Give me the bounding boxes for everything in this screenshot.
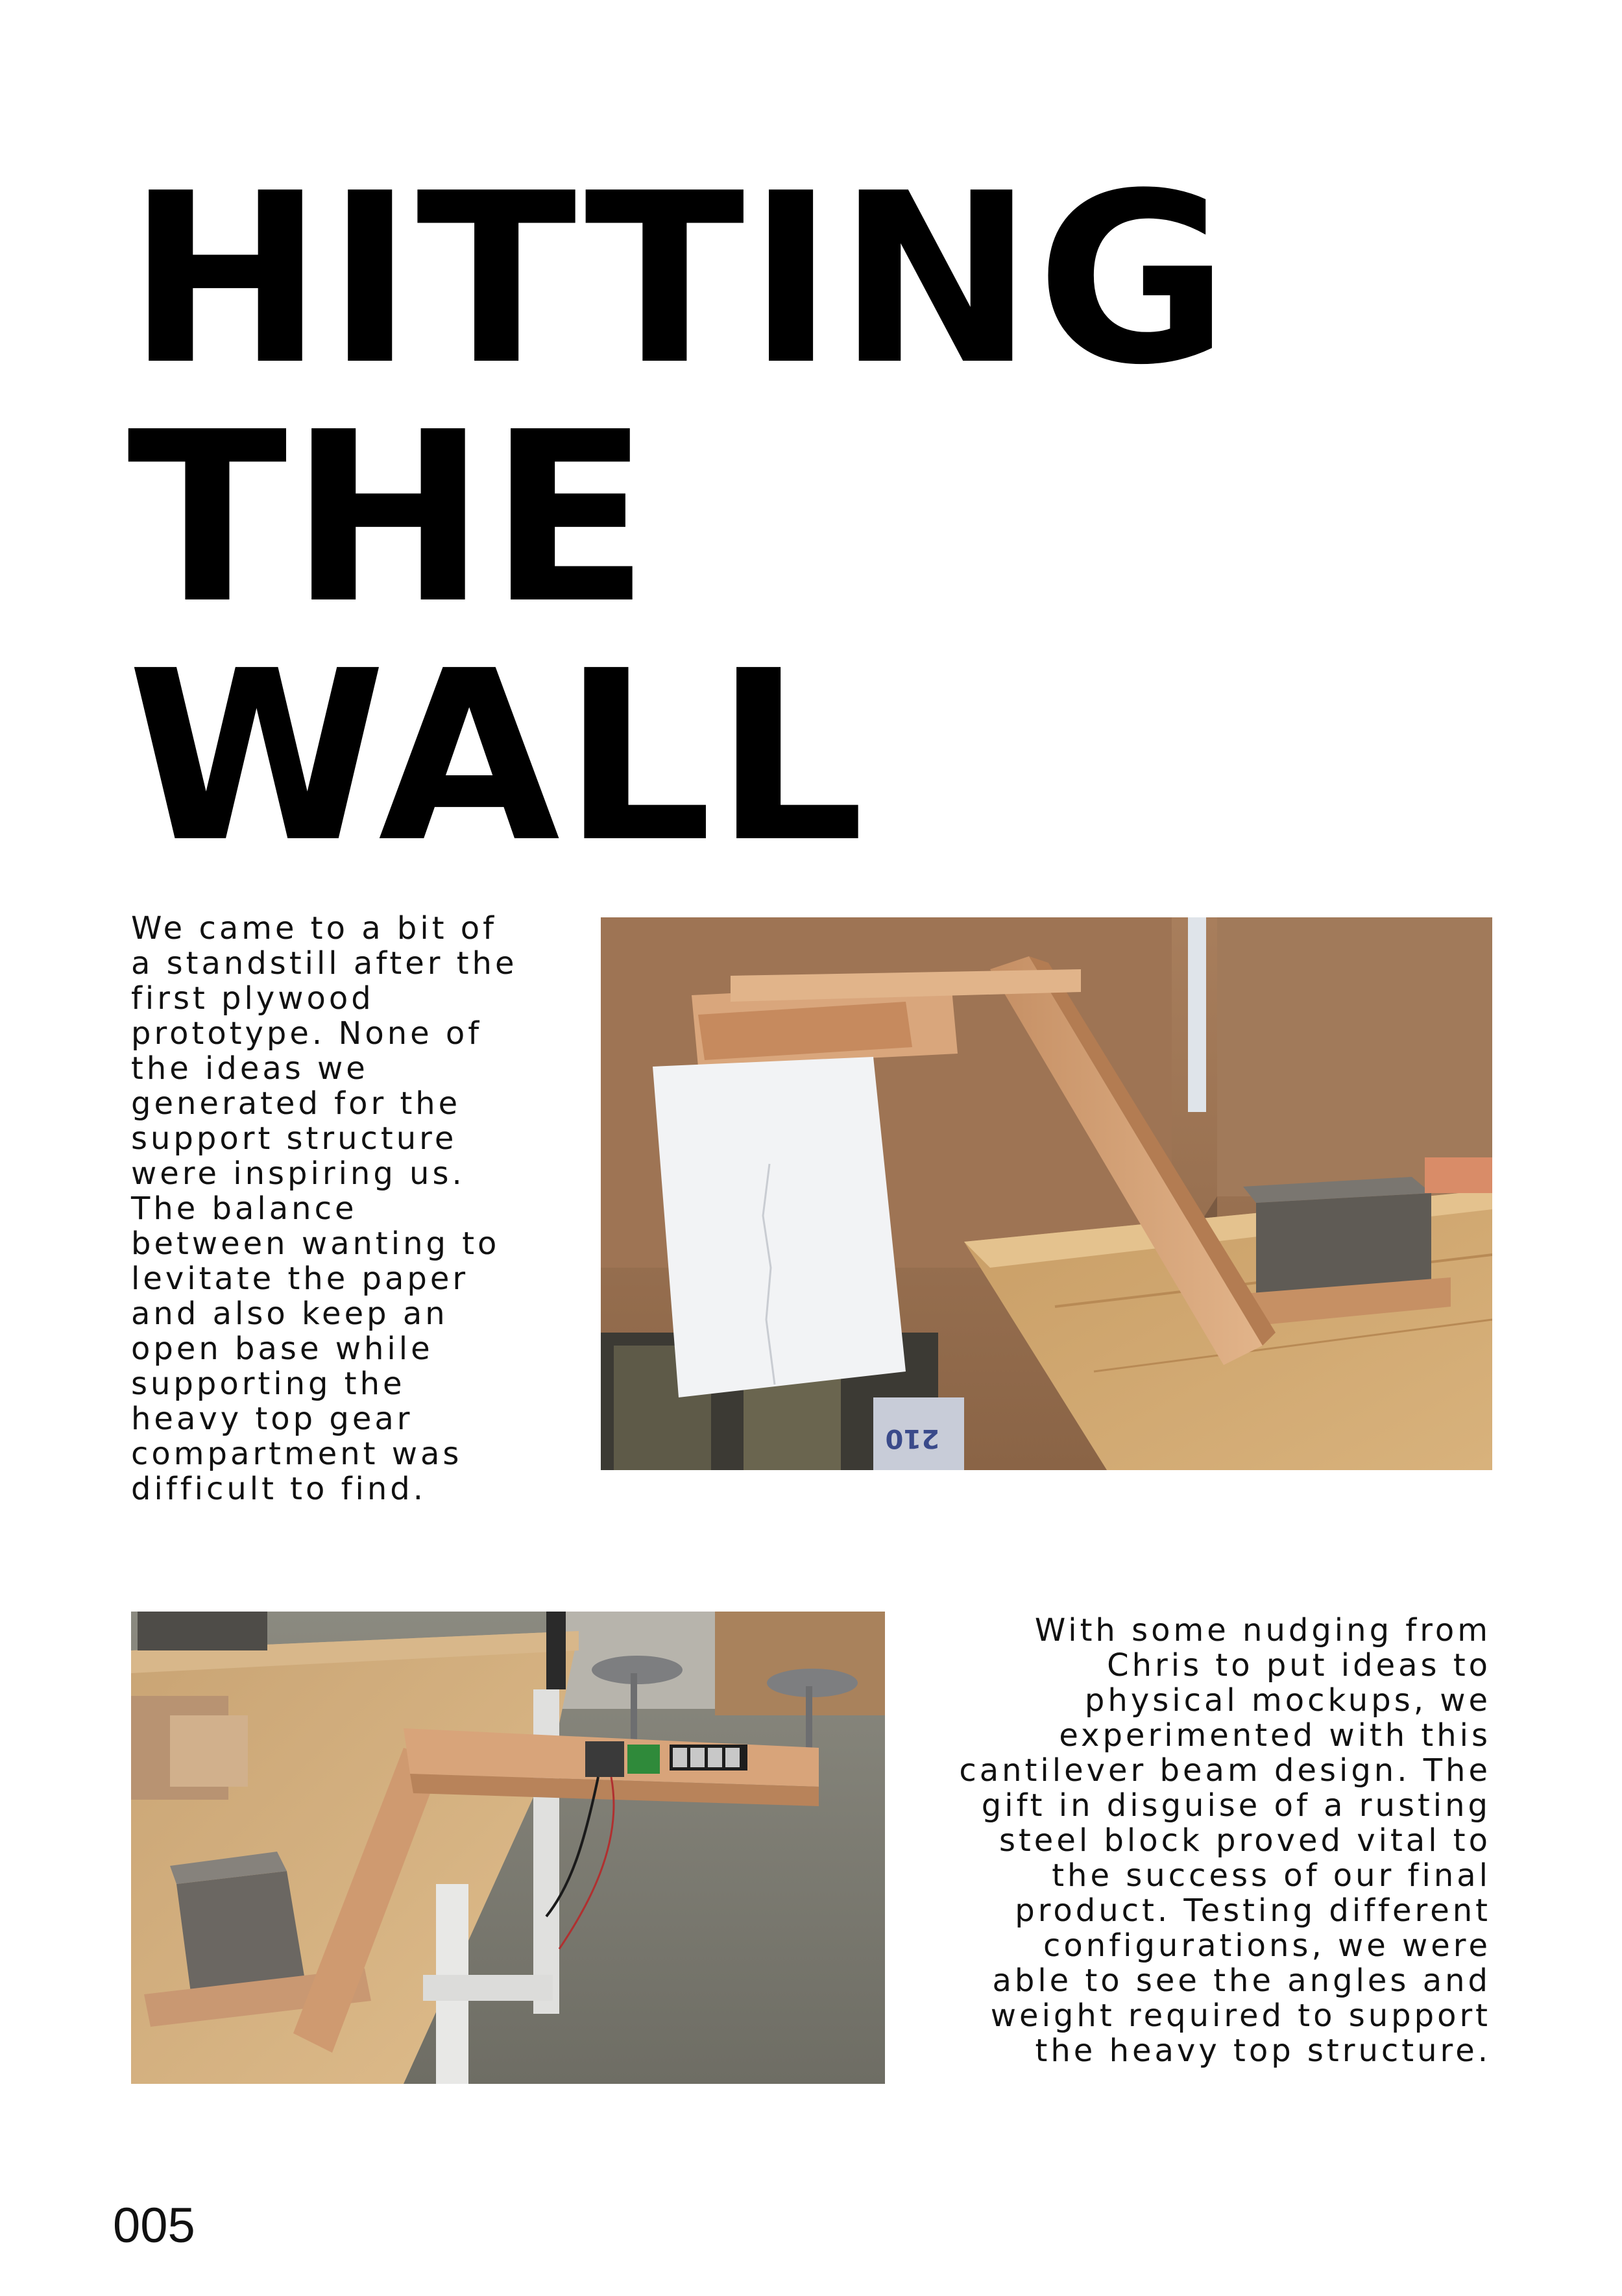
text-line: heavy top gear <box>131 1401 413 1437</box>
text-line: product. Testing different <box>1015 1892 1491 1929</box>
text-line: support structure <box>131 1120 457 1157</box>
text-line: We came to a bit of <box>131 910 498 947</box>
title-line: THE <box>127 382 653 655</box>
text-line: gift in disguise of a rusting <box>981 1787 1491 1824</box>
text-line: steel block proved vital to <box>999 1822 1491 1859</box>
text-line: prototype. None of <box>131 1015 483 1052</box>
text-line: generated for the <box>131 1085 461 1122</box>
text-line: physical mockups, we <box>1084 1682 1491 1719</box>
text-line: were inspiring us. <box>131 1155 465 1192</box>
text-line: the success of our final <box>1052 1857 1491 1894</box>
text-line: difficult to find. <box>131 1471 426 1507</box>
text-line: The balance <box>131 1190 357 1227</box>
box-label: 210 <box>885 1423 939 1453</box>
text-line: a standstill after the <box>131 945 518 982</box>
text-line: levitate the paper <box>131 1261 469 1297</box>
text-line: compartment was <box>131 1436 463 1472</box>
text-line: between wanting to <box>131 1226 500 1262</box>
text-line: first plywood <box>131 980 374 1017</box>
photo-plywood-arm-prototype <box>601 917 1492 1470</box>
photo-illustration <box>601 917 1492 1470</box>
title-line: WALL <box>127 621 867 894</box>
text-line: With some nudging from <box>1034 1612 1491 1649</box>
photo-illustration <box>131 1612 885 2084</box>
page-title <box>127 143 1232 894</box>
text-line: Chris to put ideas to <box>1107 1647 1491 1684</box>
text-line: able to see the angles and <box>992 1963 1491 1999</box>
intro-paragraph <box>131 911 517 1506</box>
mockup-paragraph <box>959 1613 1491 2068</box>
text-line: the heavy top structure. <box>1035 2033 1491 2069</box>
text-line: configurations, we were <box>1043 1927 1491 1964</box>
text-line: the ideas we <box>131 1050 369 1087</box>
photo-cantilever-beam-mockup <box>131 1612 885 2084</box>
text-line: cantilever beam design. The <box>959 1752 1491 1789</box>
text-line: experimented with this <box>1059 1717 1491 1754</box>
text-line: weight required to support <box>990 1998 1491 2034</box>
title-line: HITTING <box>127 143 1232 417</box>
text-line: supporting the <box>131 1366 406 1402</box>
text-line: open base while <box>131 1331 433 1367</box>
text-line: and also keep an <box>131 1296 448 1332</box>
page-number: 005 <box>113 2198 195 2253</box>
